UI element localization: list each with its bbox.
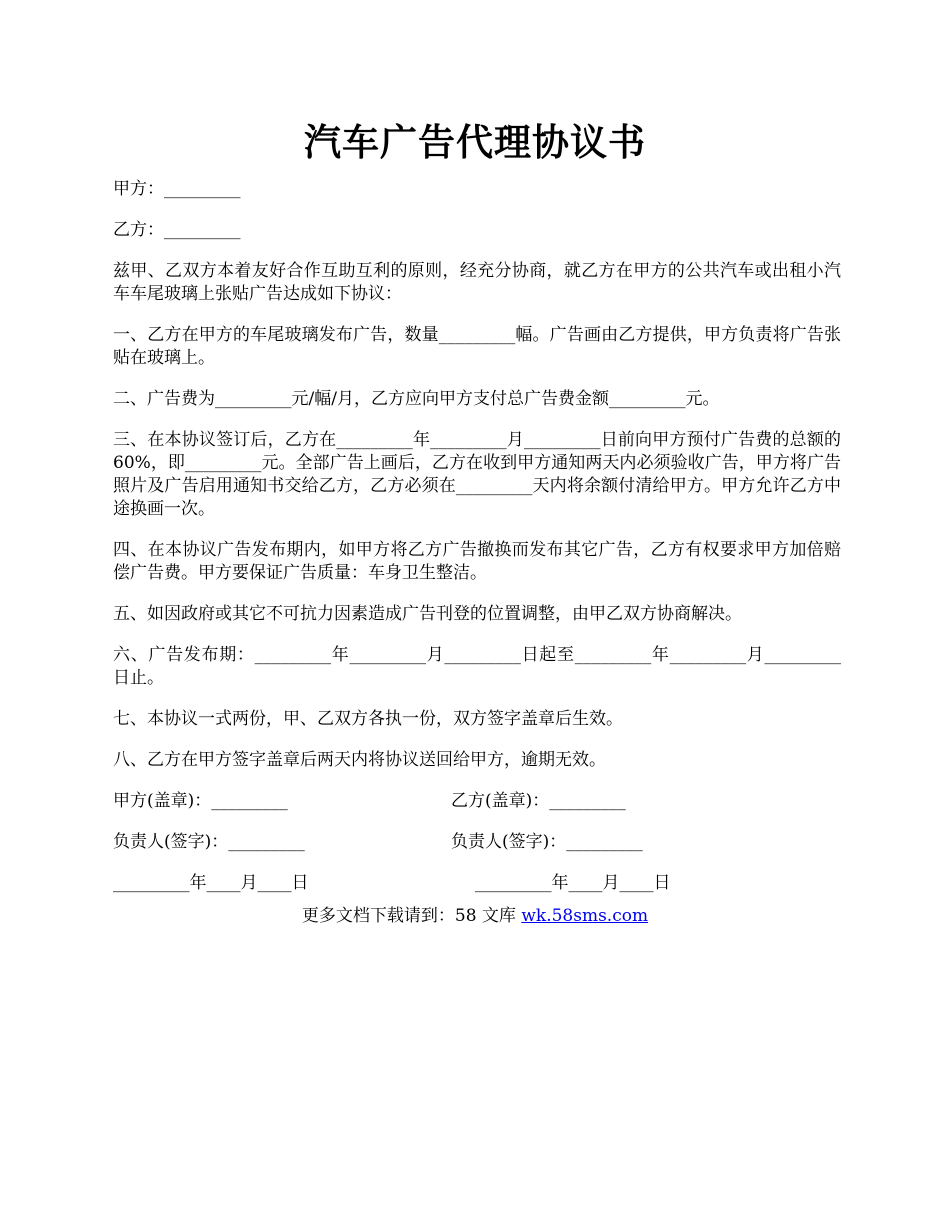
- seal-row: [113, 790, 841, 813]
- clause-8: 八、乙方在甲方签字盖章后两天内将协议送回给甲方，逾期无效。: [113, 750, 606, 770]
- clause-2: 二、广告费为_________元/幅/月，乙方应向甲方支付总广告费金额_________元。: [113, 389, 720, 409]
- signature-row: [113, 831, 841, 854]
- party-b-date: _________年____月____日: [475, 873, 671, 893]
- party-a-seal: 甲方(盖章)：_________: [113, 791, 288, 811]
- party-b-seal: 乙方(盖章)：_________: [451, 791, 626, 811]
- party-b-signature: 负责人(签字)：_________: [451, 832, 643, 852]
- party-a-date: _________年____月____日: [113, 873, 309, 893]
- footer-text: 更多文档下载请到：58 文库: [301, 906, 522, 926]
- footer-link[interactable]: wk.58sms.com: [521, 906, 649, 926]
- preamble: 兹甲、乙双方本着友好合作互助互利的原则，经充分协商，就乙方在甲方的公共汽车或出租小汽车车尾玻璃上张贴广告达成如下协议：: [113, 261, 841, 304]
- document-body: [113, 178, 841, 913]
- party-a-signature: 负责人(签字)：_________: [113, 832, 305, 852]
- party-a-line: 甲方：_________: [113, 179, 241, 199]
- party-b-line: 乙方：_________: [113, 220, 241, 240]
- footer: [0, 905, 950, 928]
- document-title: 汽车广告代理协议书: [304, 120, 646, 164]
- clause-5: 五、如因政府或其它不可抗力因素造成广告刊登的位置调整，由甲乙双方协商解决。: [113, 604, 742, 624]
- clause-6: 六、广告发布期：_________年_________月_________日起至_________年_________月_________日止。: [113, 645, 841, 688]
- clause-3: 三、在本协议签订后，乙方在_________年_________月_________日前向甲方预付广告费的总额的60%，即_________元。全部广告上画后，乙方在收到甲方通知两天内必须验收广告，甲方将广告照片及广告启用通知书交给乙方，乙方必须在_________天内将余额付清给甲方。甲方允许乙方中途换画一次。: [113, 430, 841, 519]
- clause-7: 七、本协议一式两份，甲、乙双方各执一份，双方签字盖章后生效。: [113, 709, 623, 729]
- clause-1: 一、乙方在甲方的车尾玻璃发布广告，数量_________幅。广告画由乙方提供，甲方负责将广告张贴在玻璃上。: [113, 325, 841, 368]
- date-row: [113, 872, 841, 895]
- clause-4: 四、在本协议广告发布期内，如甲方将乙方广告撤换而发布其它广告，乙方有权要求甲方加倍赔偿广告费。甲方要保证广告质量：车身卫生整洁。: [113, 540, 841, 583]
